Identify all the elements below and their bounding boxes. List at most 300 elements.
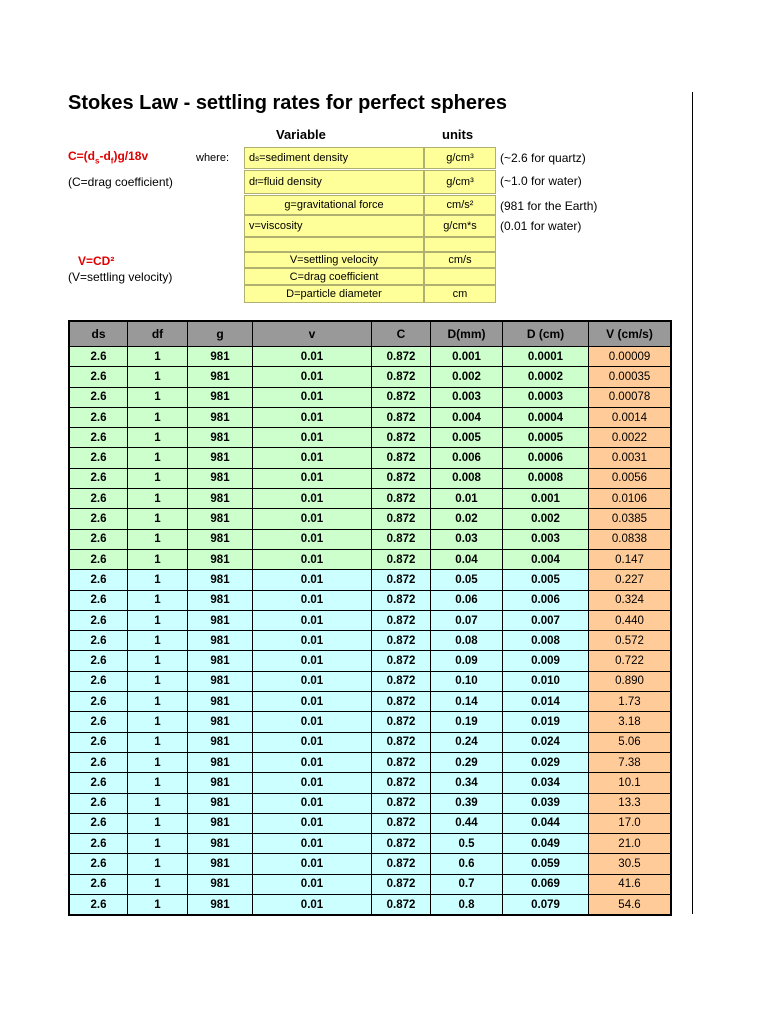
table-cell: 0.6 (431, 854, 503, 874)
variable-label: g=gravitational force (284, 199, 384, 211)
variable-symbol: d (249, 152, 256, 164)
variable-label: V=settling velocity (289, 254, 379, 266)
table-cell: 2.6 (69, 793, 128, 813)
table-row (69, 793, 671, 813)
table-header-row (69, 321, 671, 347)
table-cell: 5.06 (589, 732, 672, 752)
table-cell: 0.006 (503, 590, 589, 610)
table-cell: 0.001 (431, 347, 503, 367)
table-cell: 0.890 (589, 671, 672, 691)
table-cell: 0.227 (589, 570, 672, 590)
table-cell: 10.1 (589, 773, 672, 793)
table-cell: 0.01 (253, 712, 372, 732)
table-cell: 981 (188, 489, 253, 509)
table-cell: 0.079 (503, 895, 589, 916)
table-cell: 0.01 (253, 895, 372, 916)
table-cell: 0.004 (431, 407, 503, 427)
table-cell: 981 (188, 529, 253, 549)
variable-unit-gravity: cm/s² (424, 195, 496, 215)
table-cell: 981 (188, 549, 253, 569)
table-cell: 0.872 (372, 712, 431, 732)
variable-label: =sediment density (259, 152, 349, 164)
variable-name-sediment-density (244, 147, 424, 169)
table-cell: 0.06 (431, 590, 503, 610)
table-cell: 2.6 (69, 692, 128, 712)
table-row (69, 387, 671, 407)
column-header: C (372, 321, 431, 347)
variable-note-fluid-density: (~1.0 for water) (500, 174, 582, 188)
table-row (69, 610, 671, 630)
table-cell: 0.03 (431, 529, 503, 549)
table-cell: 0.02 (431, 509, 503, 529)
table-row (69, 509, 671, 529)
variable-unit-sediment-density: g/cm³ (424, 147, 496, 169)
table-cell: 0.01 (253, 428, 372, 448)
table-cell: 0.7 (431, 874, 503, 894)
table-cell: 54.6 (589, 895, 672, 916)
table-cell: 981 (188, 468, 253, 488)
table-cell: 0.29 (431, 752, 503, 772)
variable-name-fluid-density (244, 170, 424, 194)
table-cell: 0.00078 (589, 387, 672, 407)
table-cell: 2.6 (69, 468, 128, 488)
table-cell: 981 (188, 895, 253, 916)
table-cell: 0.24 (431, 732, 503, 752)
table-cell: 0.5 (431, 834, 503, 854)
table-cell: 0.01 (253, 570, 372, 590)
table-cell: 981 (188, 793, 253, 813)
column-header: D (cm) (503, 321, 589, 347)
table-cell: 981 (188, 610, 253, 630)
table-cell: 981 (188, 407, 253, 427)
table-cell: 0.0014 (589, 407, 672, 427)
table-cell: 1 (128, 347, 188, 367)
settling-rate-table (68, 320, 672, 916)
table-cell: 0.01 (253, 813, 372, 833)
table-cell: 981 (188, 570, 253, 590)
table-cell: 1 (128, 834, 188, 854)
table-cell: 1 (128, 428, 188, 448)
table-cell: 17.0 (589, 813, 672, 833)
table-cell: 0.01 (253, 610, 372, 630)
table-cell: 0.872 (372, 874, 431, 894)
table-cell: 0.01 (253, 651, 372, 671)
table-cell: 0.009 (503, 651, 589, 671)
table-cell: 0.872 (372, 813, 431, 833)
table-row (69, 590, 671, 610)
variable-name-viscosity (244, 215, 424, 237)
vertical-divider (692, 92, 693, 914)
table-cell: 981 (188, 387, 253, 407)
table-cell: 0.872 (372, 773, 431, 793)
table-row (69, 692, 671, 712)
table-cell: 0.147 (589, 549, 672, 569)
table-cell: 0.8 (431, 895, 503, 916)
table-cell: 0.14 (431, 692, 503, 712)
table-cell: 0.0838 (589, 529, 672, 549)
table-cell: 0.01 (253, 590, 372, 610)
table-cell: 0.872 (372, 367, 431, 387)
table-cell: 0.024 (503, 732, 589, 752)
table-cell: 0.872 (372, 671, 431, 691)
table-cell: 0.01 (253, 367, 372, 387)
table-cell: 1 (128, 854, 188, 874)
column-header: g (188, 321, 253, 347)
column-header: D(mm) (431, 321, 503, 347)
table-cell: 981 (188, 712, 253, 732)
table-cell: 0.872 (372, 793, 431, 813)
table-row (69, 834, 671, 854)
table-row (69, 407, 671, 427)
table-cell: 2.6 (69, 367, 128, 387)
table-cell: 0.01 (253, 854, 372, 874)
table-cell: 0.34 (431, 773, 503, 793)
table-cell: 981 (188, 590, 253, 610)
table-cell: 0.010 (503, 671, 589, 691)
table-cell: 981 (188, 752, 253, 772)
column-header: v (253, 321, 372, 347)
variable-note-gravity: (981 for the Earth) (500, 199, 598, 213)
table-cell: 0.014 (503, 692, 589, 712)
table-cell: 0.09 (431, 651, 503, 671)
table-cell: 13.3 (589, 793, 672, 813)
table-cell: 1 (128, 692, 188, 712)
table-cell: 2.6 (69, 489, 128, 509)
variable-name-particle-diameter (244, 285, 424, 303)
table-cell: 0.01 (253, 387, 372, 407)
table-cell: 1 (128, 529, 188, 549)
table-cell: 0.01 (431, 489, 503, 509)
table-cell: 981 (188, 671, 253, 691)
table-row (69, 489, 671, 509)
table-cell: 1 (128, 773, 188, 793)
table-cell: 1 (128, 651, 188, 671)
table-cell: 0.002 (431, 367, 503, 387)
table-cell: 2.6 (69, 895, 128, 916)
table-cell: 0.01 (253, 671, 372, 691)
table-cell: 7.38 (589, 752, 672, 772)
table-cell: 0.01 (253, 732, 372, 752)
table-cell: 1 (128, 631, 188, 651)
table-cell: 2.6 (69, 590, 128, 610)
table-cell: 0.872 (372, 428, 431, 448)
table-cell: 0.01 (253, 834, 372, 854)
table-row (69, 529, 671, 549)
table-cell: 0.0006 (503, 448, 589, 468)
table-row (69, 631, 671, 651)
table-cell: 2.6 (69, 732, 128, 752)
table-cell: 1 (128, 468, 188, 488)
variable-unit-fluid-density: g/cm³ (424, 170, 496, 194)
table-cell: 0.10 (431, 671, 503, 691)
table-cell: 0.872 (372, 549, 431, 569)
drag-coefficient-note: (C=drag coefficient) (68, 175, 173, 189)
table-cell: 0.44 (431, 813, 503, 833)
table-cell: 2.6 (69, 671, 128, 691)
table-row (69, 651, 671, 671)
table-cell: 2.6 (69, 631, 128, 651)
table-cell: 0.872 (372, 509, 431, 529)
table-cell: 0.0001 (503, 347, 589, 367)
table-row (69, 732, 671, 752)
table-cell: 981 (188, 874, 253, 894)
table-cell: 1 (128, 732, 188, 752)
table-cell: 0.872 (372, 752, 431, 772)
table-cell: 2.6 (69, 529, 128, 549)
table-cell: 1 (128, 793, 188, 813)
table-cell: 1 (128, 407, 188, 427)
velocity-formula: V=CD² (78, 254, 115, 268)
table-cell: 0.069 (503, 874, 589, 894)
table-cell: 2.6 (69, 387, 128, 407)
table-cell: 2.6 (69, 428, 128, 448)
table-cell: 0.01 (253, 631, 372, 651)
table-cell: 981 (188, 347, 253, 367)
table-cell: 0.872 (372, 895, 431, 916)
table-cell: 981 (188, 692, 253, 712)
table-cell: 1 (128, 895, 188, 916)
table-cell: 2.6 (69, 407, 128, 427)
table-cell: 981 (188, 732, 253, 752)
table-cell: 0.440 (589, 610, 672, 630)
table-cell: 0.0002 (503, 367, 589, 387)
table-cell: 0.00035 (589, 367, 672, 387)
table-cell: 0.39 (431, 793, 503, 813)
table-cell: 0.0056 (589, 468, 672, 488)
table-cell: 0.01 (253, 874, 372, 894)
table-cell: 2.6 (69, 549, 128, 569)
table-cell: 2.6 (69, 773, 128, 793)
table-cell: 0.08 (431, 631, 503, 651)
page-title: Stokes Law - settling rates for perfect spheres (68, 92, 508, 114)
table-cell: 0.01 (253, 752, 372, 772)
table-cell: 0.872 (372, 529, 431, 549)
variable-label: C=drag coefficient (289, 270, 379, 283)
table-cell: 0.007 (503, 610, 589, 630)
table-cell: 1 (128, 874, 188, 894)
variable-label: D=particle diameter (286, 288, 382, 300)
table-cell: 1 (128, 590, 188, 610)
table-cell: 0.01 (253, 509, 372, 529)
table-cell: 981 (188, 631, 253, 651)
table-cell: 0.006 (431, 448, 503, 468)
table-cell: 2.6 (69, 834, 128, 854)
table-cell: 0.003 (503, 529, 589, 549)
table-cell: 0.003 (431, 387, 503, 407)
table-cell: 2.6 (69, 448, 128, 468)
table-cell: 2.6 (69, 570, 128, 590)
table-row (69, 549, 671, 569)
table-cell: 2.6 (69, 509, 128, 529)
velocity-note: (V=settling velocity) (68, 270, 173, 284)
table-cell: 0.0022 (589, 428, 672, 448)
table-cell: 2.6 (69, 347, 128, 367)
table-cell: 0.19 (431, 712, 503, 732)
table-cell: 3.18 (589, 712, 672, 732)
table-cell: 0.005 (503, 570, 589, 590)
variable-note-sediment-density: (~2.6 for quartz) (500, 151, 586, 165)
table-cell: 1 (128, 509, 188, 529)
table-cell: 21.0 (589, 834, 672, 854)
variable-name-blank (244, 237, 424, 252)
table-row (69, 895, 671, 916)
variable-unit-viscosity: g/cm*s (424, 215, 496, 237)
table-cell: 981 (188, 773, 253, 793)
table-cell: 0.019 (503, 712, 589, 732)
variable-header: Variable (276, 127, 326, 142)
variable-subscript: s (255, 153, 260, 163)
table-cell: 0.01 (253, 773, 372, 793)
table-cell: 0.872 (372, 347, 431, 367)
table-cell: 981 (188, 854, 253, 874)
table-cell: 0.00009 (589, 347, 672, 367)
table-cell: 0.572 (589, 631, 672, 651)
table-cell: 0.0003 (503, 387, 589, 407)
table-cell: 0.008 (431, 468, 503, 488)
table-cell: 0.324 (589, 590, 672, 610)
table-cell: 0.049 (503, 834, 589, 854)
table-cell: 0.01 (253, 529, 372, 549)
table-cell: 0.01 (253, 489, 372, 509)
table-cell: 0.07 (431, 610, 503, 630)
variable-name-drag-coefficient (244, 268, 424, 285)
table-row (69, 874, 671, 894)
table-cell: 981 (188, 834, 253, 854)
table-row (69, 448, 671, 468)
table-cell: 0.872 (372, 610, 431, 630)
table-cell: 0.872 (372, 590, 431, 610)
table-row (69, 712, 671, 732)
table-row (69, 468, 671, 488)
table-cell: 0.01 (253, 448, 372, 468)
table-cell: 0.872 (372, 448, 431, 468)
table-cell: 41.6 (589, 874, 672, 894)
where-label: where: (196, 152, 230, 164)
table-cell: 1 (128, 448, 188, 468)
table-cell: 0.872 (372, 651, 431, 671)
table-cell: 981 (188, 813, 253, 833)
variable-unit-settling-velocity: cm/s (424, 252, 496, 268)
table-cell: 0.872 (372, 407, 431, 427)
variable-unit-blank (424, 237, 496, 252)
table-cell: 0.0385 (589, 509, 672, 529)
table-row (69, 813, 671, 833)
table-cell: 2.6 (69, 874, 128, 894)
column-header: V (cm/s) (589, 321, 672, 347)
table-cell: 0.01 (253, 692, 372, 712)
table-cell: 1 (128, 813, 188, 833)
variable-subscript: f (255, 177, 258, 187)
table-cell: 0.008 (503, 631, 589, 651)
table-cell: 0.872 (372, 387, 431, 407)
table-cell: 0.034 (503, 773, 589, 793)
table-cell: 0.039 (503, 793, 589, 813)
variable-label: =fluid density (257, 176, 322, 188)
table-cell: 1 (128, 549, 188, 569)
table-cell: 0.872 (372, 854, 431, 874)
table-cell: 0.01 (253, 793, 372, 813)
table-cell: 2.6 (69, 610, 128, 630)
table-cell: 1 (128, 387, 188, 407)
column-header: df (128, 321, 188, 347)
units-header: units (442, 127, 474, 142)
table-cell: 2.6 (69, 854, 128, 874)
table-cell: 0.872 (372, 489, 431, 509)
table-cell: 1 (128, 752, 188, 772)
variable-name-gravity (244, 195, 424, 215)
table-cell: 1 (128, 570, 188, 590)
table-cell: 0.04 (431, 549, 503, 569)
table-cell: 2.6 (69, 813, 128, 833)
table-row (69, 671, 671, 691)
table-cell: 0.872 (372, 570, 431, 590)
table-cell: 0.872 (372, 834, 431, 854)
table-cell: 0.059 (503, 854, 589, 874)
variable-symbol: d (249, 176, 256, 188)
table-cell: 981 (188, 428, 253, 448)
table-cell: 2.6 (69, 752, 128, 772)
table-cell: 981 (188, 509, 253, 529)
table-cell: 1 (128, 610, 188, 630)
table-cell: 1 (128, 671, 188, 691)
table-cell: 0.01 (253, 407, 372, 427)
table-cell: 0.004 (503, 549, 589, 569)
column-header: ds (69, 321, 128, 347)
table-cell: 0.002 (503, 509, 589, 529)
table-row (69, 854, 671, 874)
table-cell: 0.722 (589, 651, 672, 671)
variable-note-viscosity: (0.01 for water) (500, 219, 582, 233)
variable-unit-particle-diameter: cm (424, 285, 496, 303)
table-cell: 0.005 (431, 428, 503, 448)
table-cell: 0.872 (372, 692, 431, 712)
table-cell: 0.0031 (589, 448, 672, 468)
table-cell: 1 (128, 489, 188, 509)
table-cell: 0.872 (372, 468, 431, 488)
drag-coefficient-formula: $C=(d_s-d_f)g/18v$ (68, 149, 149, 166)
variable-name-settling-velocity (244, 252, 424, 268)
table-row (69, 773, 671, 793)
table-cell: 0.044 (503, 813, 589, 833)
table-cell: 0.01 (253, 347, 372, 367)
table-cell: 981 (188, 651, 253, 671)
variable-unit-drag-coefficient (424, 268, 496, 285)
table-cell: 0.01 (253, 468, 372, 488)
table-cell: 1 (128, 712, 188, 732)
table-cell: 0.0004 (503, 407, 589, 427)
variable-label: v=viscosity (249, 220, 303, 232)
table-cell: 0.05 (431, 570, 503, 590)
table-cell: 0.0008 (503, 468, 589, 488)
table-cell: 2.6 (69, 712, 128, 732)
table-cell: 1.73 (589, 692, 672, 712)
table-row (69, 428, 671, 448)
table-row (69, 367, 671, 387)
table-cell: 2.6 (69, 651, 128, 671)
table-cell: 0.872 (372, 732, 431, 752)
table-cell: 0.001 (503, 489, 589, 509)
table-cell: 30.5 (589, 854, 672, 874)
table-cell: 981 (188, 367, 253, 387)
table-cell: 0.0005 (503, 428, 589, 448)
table-cell: 981 (188, 448, 253, 468)
table-row (69, 570, 671, 590)
table-cell: 0.01 (253, 549, 372, 569)
table-cell: 0.029 (503, 752, 589, 772)
table-cell: 0.872 (372, 631, 431, 651)
table-cell: 0.0106 (589, 489, 672, 509)
table-row (69, 752, 671, 772)
